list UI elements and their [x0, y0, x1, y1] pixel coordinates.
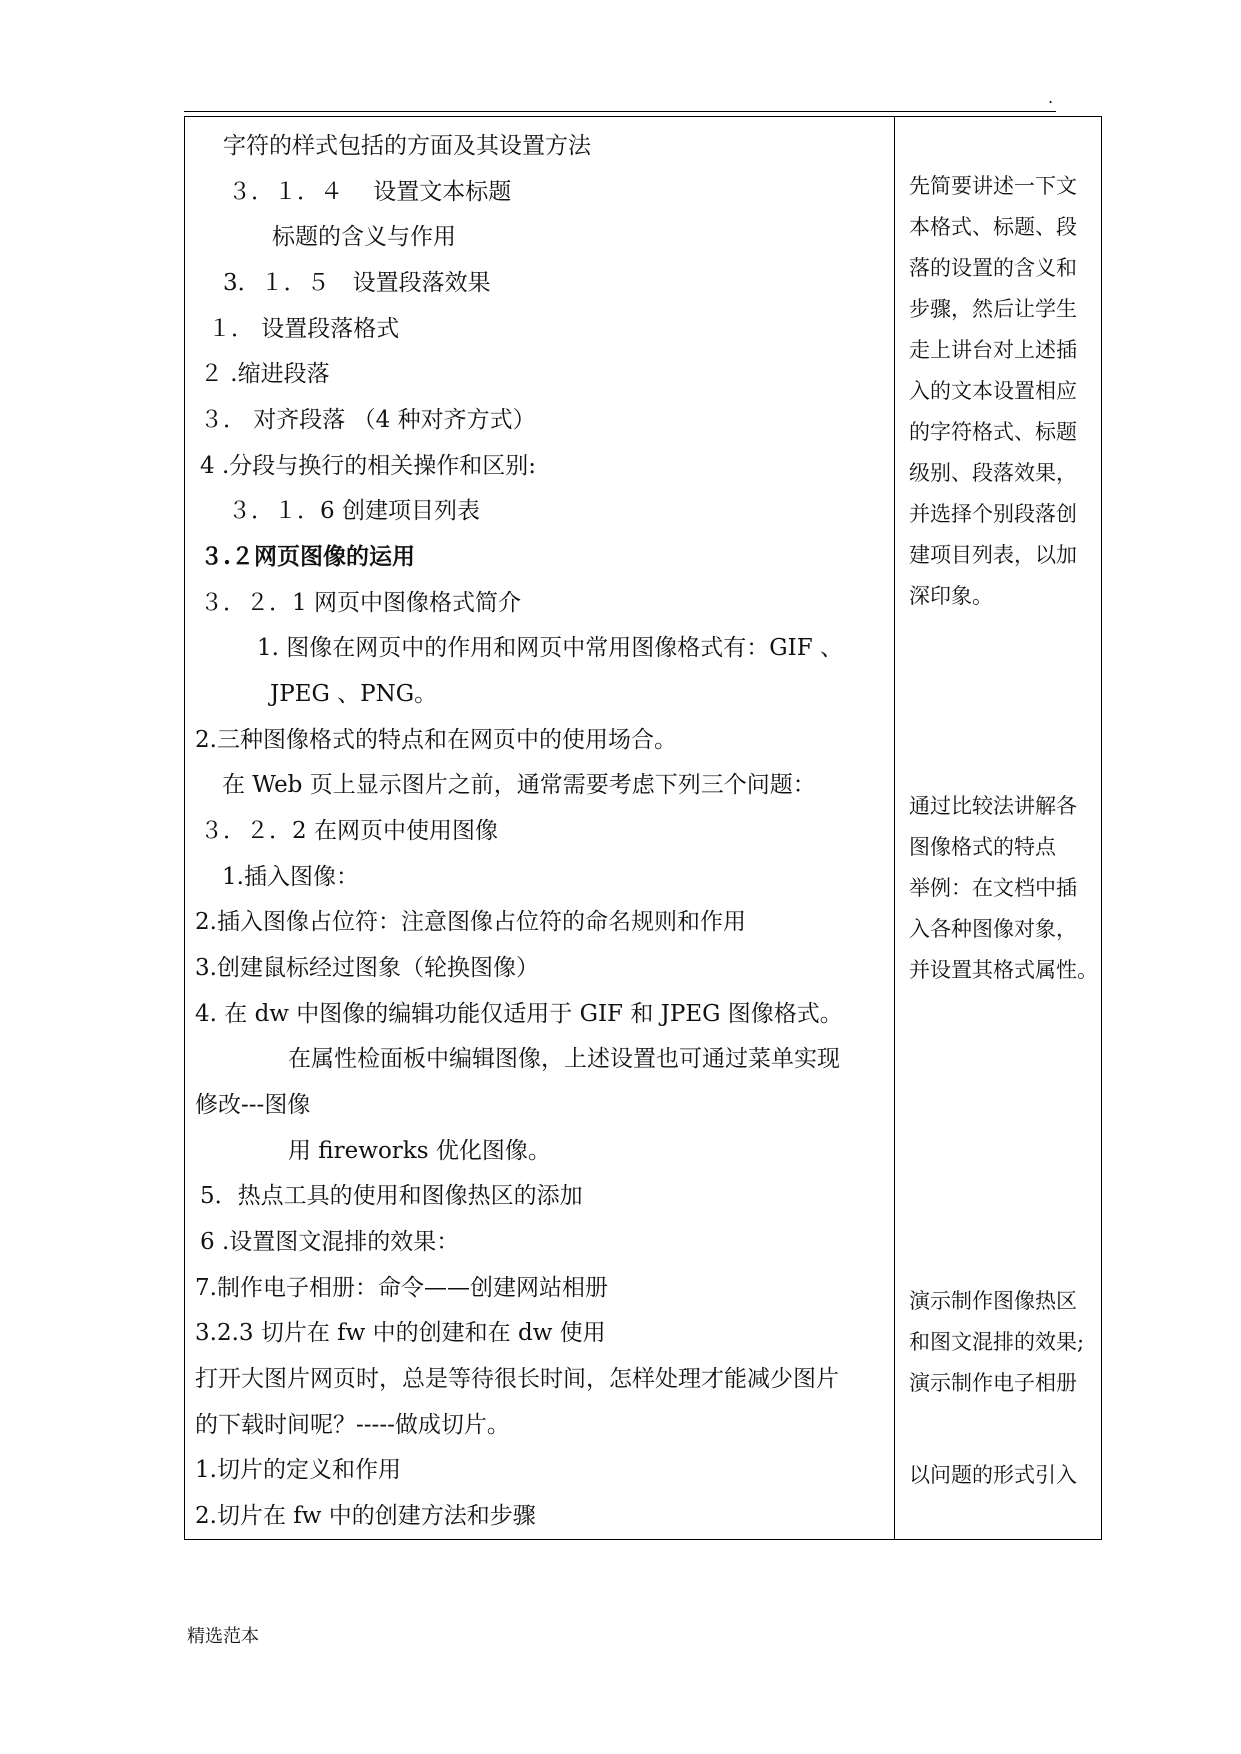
column-divider	[894, 116, 895, 1540]
main-line: 3．１．５ 设置段落效果	[223, 270, 491, 296]
header-dot: .	[1048, 88, 1054, 107]
main-line: 1. 图像在网页中的作用和网页中常用图像格式有：GIF 、	[257, 635, 843, 661]
footer-label: 精选范本	[187, 1626, 259, 1647]
side-note-line: 深印象。	[909, 584, 993, 608]
main-line: 2.切片在 fw 中的创建方法和步骤	[195, 1503, 536, 1529]
main-line: 2.三种图像格式的特点和在网页中的使用场合。	[195, 727, 677, 753]
side-note-line: 并设置其格式属性。	[909, 958, 1098, 982]
main-line: ３．２．2 在网页中使用图像	[200, 818, 498, 844]
side-note-line: 级别、段落效果，	[909, 461, 1077, 485]
main-line: 1.切片的定义和作用	[195, 1457, 401, 1483]
main-line: ３． 对齐段落 （4 种对齐方式）	[200, 407, 536, 433]
side-note-line: 入的文本设置相应	[909, 379, 1077, 403]
main-line: １． 设置段落格式	[208, 316, 400, 342]
main-line: 2.插入图像占位符：注意图像占位符的命名规则和作用	[195, 909, 746, 935]
side-note-line: 图像格式的特点	[909, 835, 1056, 859]
side-note-line: 入各种图像对象，	[909, 917, 1077, 941]
section-heading: ３.２网页图像的运用	[200, 543, 416, 570]
main-line: 3.创建鼠标经过图象（轮换图像）	[195, 955, 539, 981]
main-line: 5．热点工具的使用和图像热区的添加	[200, 1183, 583, 1209]
main-line: 用 fireworks 优化图像。	[288, 1138, 551, 1164]
side-note-line: 举例：在文档中插	[909, 876, 1077, 900]
main-line: ３．１．４ 设置文本标题	[228, 179, 512, 205]
side-note-line: 以问题的形式引入	[909, 1463, 1077, 1487]
side-note-line: 本格式、标题、段	[909, 215, 1077, 239]
main-line: 打开大图片网页时，总是等待很长时间，怎样处理才能减少图片	[195, 1366, 839, 1392]
main-line: 4 .分段与换行的相关操作和区别:	[200, 453, 537, 479]
side-note-line: 演示制作图像热区	[909, 1289, 1077, 1313]
main-line: ２ .缩进段落	[200, 361, 330, 387]
main-line: 修改---图像	[195, 1092, 311, 1118]
main-line: 7.制作电子相册：命令——创建网站相册	[195, 1275, 608, 1301]
main-line: 1.插入图像：	[222, 864, 359, 890]
main-line: 的下载时间呢？-----做成切片。	[195, 1412, 510, 1438]
main-line: 字符的样式包括的方面及其设置方法	[223, 133, 591, 159]
main-line: 4. 在 dw 中图像的编辑功能仅适用于 GIF 和 JPEG 图像格式。	[195, 1001, 843, 1027]
main-line: 在 Web 页上显示图片之前，通常需要考虑下列三个问题：	[222, 772, 816, 798]
main-line: ３．１．6 创建项目列表	[228, 498, 480, 524]
main-line: 3.2.3 切片在 fw 中的创建和在 dw 使用	[195, 1320, 606, 1346]
side-note-line: 步骤，然后让学生	[909, 297, 1077, 321]
side-note-line: 先简要讲述一下文	[909, 174, 1077, 198]
main-line: 6 .设置图文混排的效果：	[200, 1229, 460, 1255]
main-line: 在属性检面板中编辑图像，上述设置也可通过菜单实现	[288, 1046, 840, 1072]
header-rule	[184, 111, 1056, 112]
side-note-line: 走上讲台对上述插	[909, 338, 1077, 362]
main-line: JPEG 、PNG。	[270, 681, 438, 707]
side-note-line: 落的设置的含义和	[909, 256, 1077, 280]
side-note-line: 的字符格式、标题	[909, 420, 1077, 444]
side-note-line: 建项目列表，以加	[909, 543, 1077, 567]
main-line: ３．２．1 网页中图像格式简介	[200, 590, 521, 616]
side-note-line: 和图文混排的效果;	[909, 1330, 1085, 1354]
side-note-line: 演示制作电子相册	[909, 1371, 1077, 1395]
main-line: 标题的含义与作用	[272, 224, 456, 250]
side-note-line: 并选择个别段落创	[909, 502, 1077, 526]
side-note-line: 通过比较法讲解各	[909, 794, 1077, 818]
